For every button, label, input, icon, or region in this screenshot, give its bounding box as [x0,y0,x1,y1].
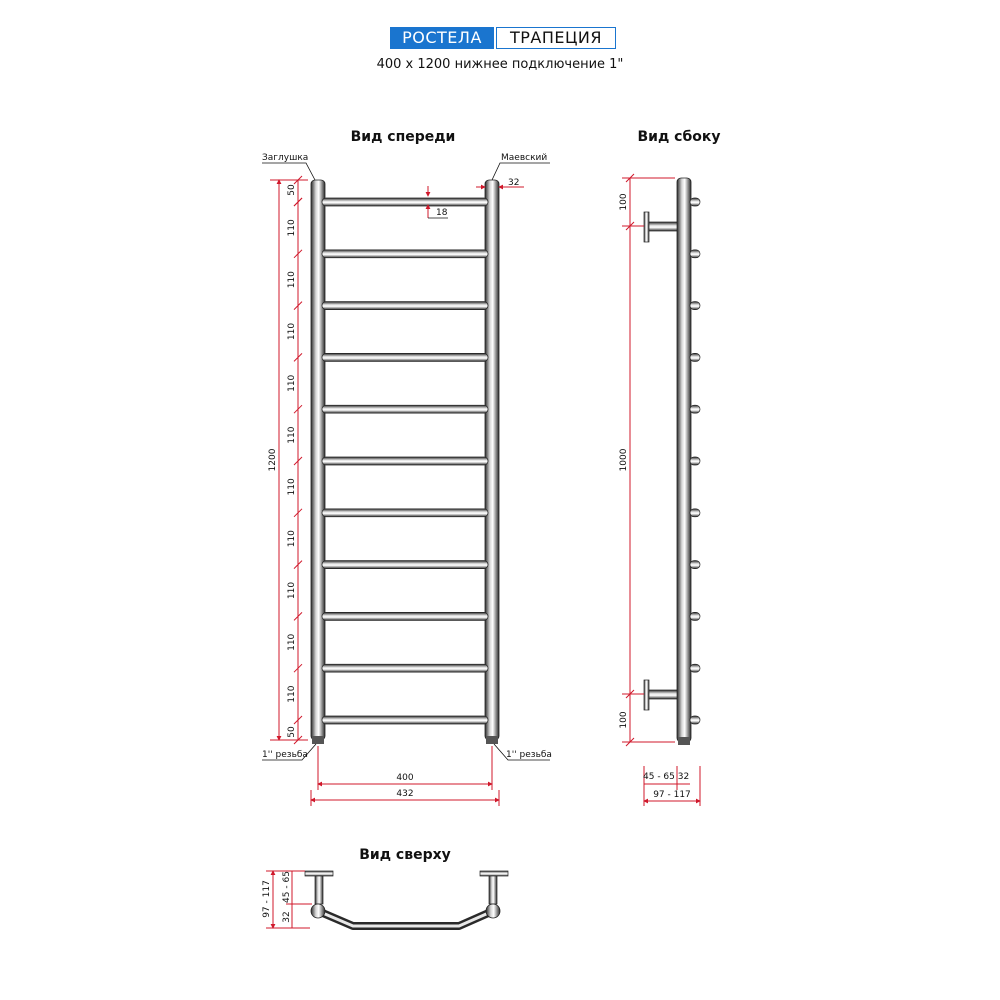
rung [322,716,488,724]
side-offset-top-value: 100 [619,193,629,211]
spacing-top-value: 50 [287,184,297,196]
rungs [322,198,488,724]
spacing-bottom-value: 50 [287,726,297,738]
rung [322,561,488,569]
right-thread [486,736,498,744]
rung [322,612,488,620]
side-rung-stub [690,353,700,361]
top-depth-bracket-value: 45 - 65 [282,871,292,903]
spacing-rung-value: 110 [287,530,297,548]
thread-label-right: 1'' резьба [506,750,552,760]
thread-label-left: 1'' резьба [262,750,308,760]
side-bracket-top [644,212,677,242]
rung [322,198,488,206]
top-wall-plate-left [305,871,333,876]
plug-label: Заглушка [262,153,309,163]
side-rung-stub [690,457,700,465]
side-view [619,129,720,806]
rung [322,405,488,413]
brand-logo: РОСТЕЛА [390,27,494,49]
side-pipe [677,178,691,742]
side-rung-stub [690,509,700,517]
spacing-rung-value: 110 [287,374,297,392]
side-bracket-bottom [644,680,677,710]
spacing-rung-value: 110 [287,219,297,237]
valve-label: Маевский [501,153,548,163]
front-view [262,129,552,806]
top-pipe-right [486,904,500,918]
side-thread [678,737,690,745]
side-depth-parts-value: 45 - 65 32 [643,772,690,782]
top-wall-plate-right [480,871,508,876]
side-rung-stub [690,664,700,672]
side-rung-stub [690,198,700,206]
rung [322,509,488,517]
side-rung-stub [690,405,700,413]
front-view-title: Вид спереди [350,129,456,145]
top-depth-total-value: 97 - 117 [262,880,272,918]
width-axis-value: 400 [396,773,414,783]
spacing-labels [287,219,297,703]
side-rung-stub [690,716,700,724]
width-total-value: 432 [396,789,414,799]
rung [322,250,488,258]
side-depth-total-value: 97 - 117 [653,790,691,800]
top-view [262,847,508,928]
height-total-value: 1200 [268,448,278,472]
spacing-rung-value: 110 [287,478,297,496]
model-name: ТРАПЕЦИЯ [496,27,616,49]
rung [322,457,488,465]
spacing-rung-value: 110 [287,685,297,703]
side-rung-stub [690,250,700,258]
spacing-rung-value: 110 [287,322,297,341]
plug-leader [262,163,315,180]
side-mount-distance-value: 1000 [619,448,629,472]
pipe-diameter-value: 32 [508,178,520,188]
side-rung-stub [690,561,700,569]
rung-diameter-value: 18 [436,208,448,218]
top-bracket-left [315,876,323,904]
side-rung-stub [690,302,700,310]
side-rung-stub [690,612,700,620]
product-subtitle: 400 х 1200 нижнее подключение 1" [376,57,624,72]
top-bracket-right [489,876,497,904]
left-thread [312,736,324,744]
side-view-title: Вид сбоку [637,129,721,145]
rung [322,302,488,310]
valve-leader [492,163,550,180]
top-view-title: Вид сверху [359,847,451,863]
rung [322,353,488,361]
top-pipe-left [311,904,325,918]
rung [322,664,488,672]
spacing-rung-value: 110 [287,581,297,600]
side-rung-stubs [690,198,700,724]
top-depth-pipe-value: 32 [282,911,292,923]
spacing-rung-value: 110 [287,271,297,289]
spacing-rung-value: 110 [287,633,297,651]
side-offset-bottom-value: 100 [619,711,629,729]
spacing-rung-value: 110 [287,426,297,444]
